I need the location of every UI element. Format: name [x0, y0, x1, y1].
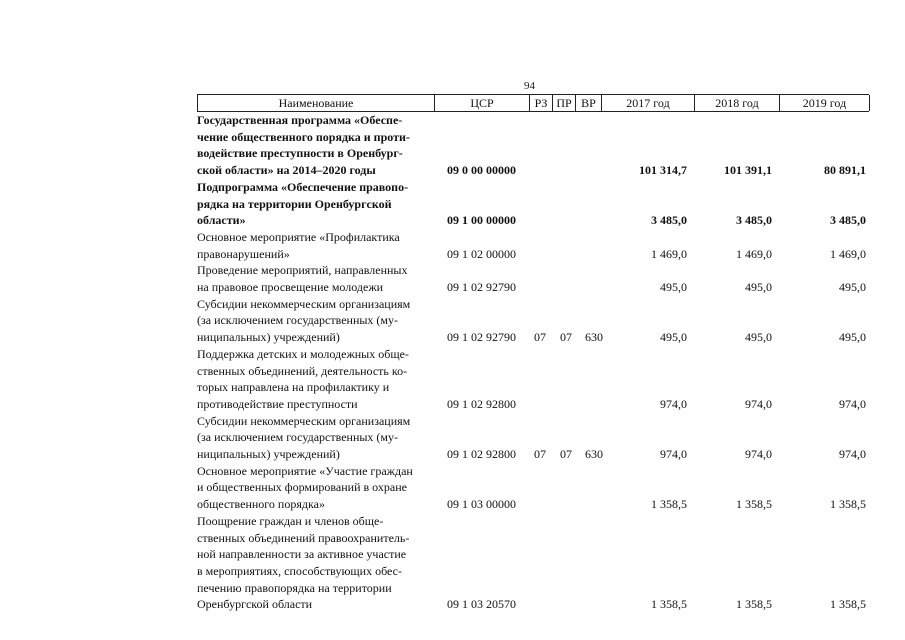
header-rz: РЗ [529, 95, 552, 111]
row-pr: 07 [560, 447, 572, 462]
row-2018: 974,0 [745, 447, 772, 462]
budget-table [197, 94, 869, 613]
row-name: Проведение мероприятий, направленных на правовое просвещение молодежи [197, 263, 408, 295]
row-csr: 09 1 02 92790 [447, 280, 516, 295]
header-name: Наименование [197, 95, 434, 111]
row-2018: 101 391,1 [724, 163, 772, 178]
row-2019: 1 358,5 [830, 497, 866, 512]
row-rz: 07 [534, 330, 546, 345]
row-2019: 1 358,5 [830, 597, 866, 612]
row-2017: 974,0 [660, 447, 687, 462]
row-csr: 09 1 02 92790 [447, 330, 516, 345]
row-name: Государственная программа «Обеспе- чение общественного порядка и проти- водействие преступности в Оренбург- ской области» на 2014–2020 годы [197, 113, 410, 178]
row-2018: 1 358,5 [736, 597, 772, 612]
table-row [197, 463, 869, 513]
header-2019: 2019 год [779, 95, 870, 111]
header-pr: ПР [552, 95, 575, 111]
row-name: Подпрограмма «Обеспечение правопо- рядка на территории Оренбургской области» [197, 179, 409, 228]
row-csr: 09 1 03 20570 [447, 597, 516, 612]
row-pr: 07 [560, 330, 572, 345]
row-name: Поддержка детских и молодежных обще- ственных объединений, деятельность ко- торых направлена на профилактику и противодействие преступности [197, 346, 409, 411]
row-2017: 974,0 [660, 396, 687, 411]
row-vr: 630 [585, 447, 603, 462]
table-row [197, 112, 869, 179]
table-body [197, 112, 869, 613]
row-name: Субсидии некоммерческим организациям (за исключением государственных (му- ниципальных) учреждений) [197, 413, 411, 462]
table-row [197, 296, 869, 346]
table-header [197, 94, 869, 112]
row-2018: 495,0 [745, 280, 772, 295]
header-csr: ЦСР [434, 95, 529, 111]
row-2019: 495,0 [839, 330, 866, 345]
row-2018: 974,0 [745, 396, 772, 411]
row-2017: 495,0 [660, 330, 687, 345]
row-csr: 09 1 02 00000 [447, 246, 516, 261]
table-row [197, 346, 869, 413]
row-name: Основное мероприятие «Профилактика правонарушений» [197, 229, 400, 261]
row-2018: 495,0 [745, 330, 772, 345]
table-row [197, 513, 869, 613]
row-2017: 101 314,7 [639, 163, 687, 178]
row-2019: 80 891,1 [824, 163, 866, 178]
row-2018: 1 358,5 [736, 497, 772, 512]
table-row [197, 262, 869, 295]
row-csr: 09 1 00 00000 [447, 213, 516, 228]
table-row [197, 229, 869, 262]
header-2017: 2017 год [601, 95, 694, 111]
header-vr: ВР [575, 95, 601, 111]
row-csr: 09 0 00 00000 [447, 163, 516, 178]
row-2019: 974,0 [839, 396, 866, 411]
row-name: Субсидии некоммерческим организациям (за исключением государственных (му- ниципальных) учреждений) [197, 296, 411, 345]
table-row [197, 179, 869, 229]
row-2017: 1 358,5 [651, 497, 687, 512]
row-2017: 1 358,5 [651, 597, 687, 612]
row-2018: 1 469,0 [736, 246, 772, 261]
row-vr: 630 [585, 330, 603, 345]
row-name: Основное мероприятие «Участие граждан и общественных формирований в охране общественного порядка» [197, 463, 413, 512]
row-2019: 1 469,0 [830, 246, 866, 261]
row-2019: 495,0 [839, 280, 866, 295]
row-rz: 07 [534, 447, 546, 462]
row-csr: 09 1 03 00000 [447, 497, 516, 512]
row-2017: 1 469,0 [651, 246, 687, 261]
row-csr: 09 1 02 92800 [447, 447, 516, 462]
table-row [197, 413, 869, 463]
row-csr: 09 1 02 92800 [447, 396, 516, 411]
row-2018: 3 485,0 [736, 213, 772, 228]
row-2019: 3 485,0 [830, 213, 866, 228]
row-2019: 974,0 [839, 447, 866, 462]
page-number: 94 [524, 80, 535, 92]
row-name: Поощрение граждан и членов обще- ственных объединений правоохранитель- ной направленности за активное участие в мероприятиях, способствующих обес- печению правопорядка на территории Оренбургской области [197, 513, 410, 612]
header-2018: 2018 год [694, 95, 779, 111]
row-2017: 495,0 [660, 280, 687, 295]
row-2017: 3 485,0 [651, 213, 687, 228]
